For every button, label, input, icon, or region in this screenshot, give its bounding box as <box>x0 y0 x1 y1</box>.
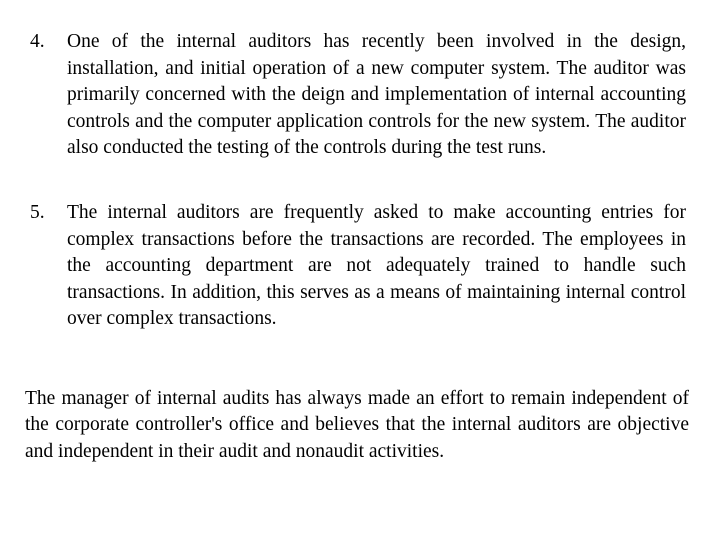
closing-paragraph: The manager of internal audits has always made an effort to remain independent of the corporate controller's office and believes that the internal auditors are objective and independent in their audit and nonaudit activities. <box>25 387 689 462</box>
list-item-number: 4. <box>30 31 45 52</box>
list-item <box>30 29 686 162</box>
list-item-text: The internal auditors are frequently asked to make accounting entries for complex transactions before the transactions are recorded. The employees in the accounting department are not adequately trained to handle such transactions. In addition, this serves as a means of maintaining internal control over complex transactions. <box>67 202 686 329</box>
list-item-number: 5. <box>30 202 45 223</box>
list-item <box>30 200 686 333</box>
list-item-text: One of the internal auditors has recently been involved in the design, installation, and initial operation of a new computer system. The auditor was primarily concerned with the deign and implementation of internal accounting controls and the computer application controls for the new system. The auditor also conducted the testing of the controls during the test runs. <box>67 31 686 158</box>
